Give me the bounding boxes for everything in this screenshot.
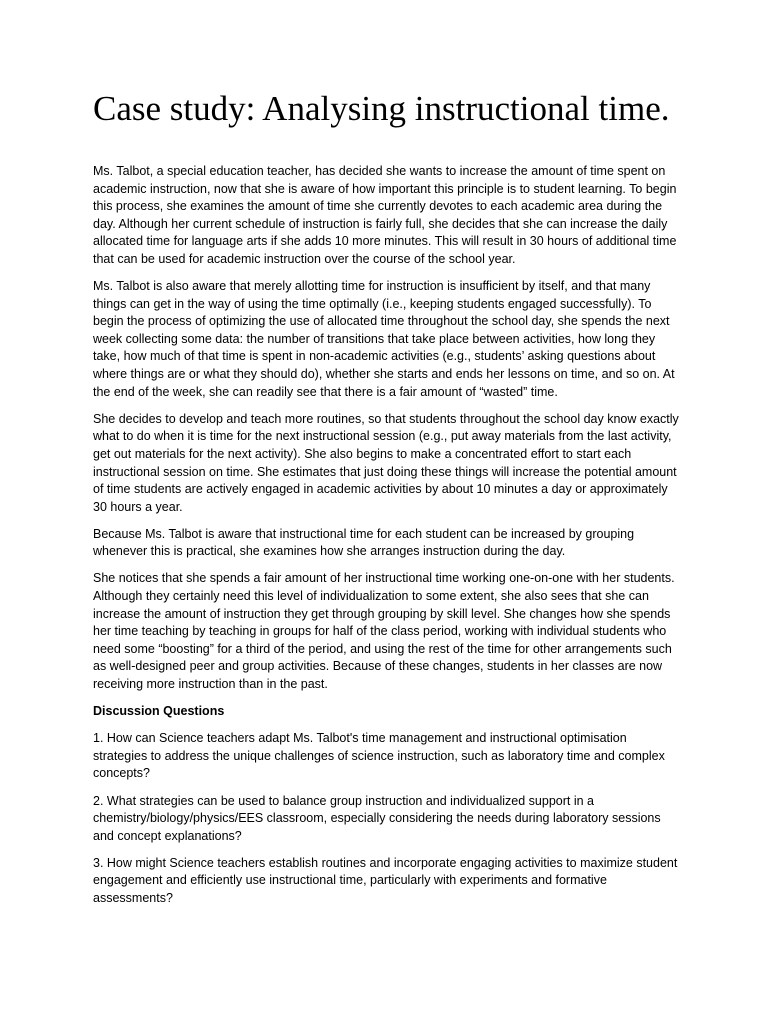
paragraph-intro: Ms. Talbot, a special education teacher, has decided she wants to increase the amount of time spent on academic instruction, now that she is aware of how important this principle is to student learning. To begin this process, she examines the amount of time she currently devotes to each academic area during the day. Although her current schedule of instruction is fairly full, she decides that she can increase the daily allocated time for language arts if she adds 10 more minutes. This will result in 30 hours of additional time that can be used for academic instruction over the course of the school year. xyxy=(93,164,677,266)
paragraph-routines: She decides to develop and teach more routines, so that students throughout the school day know exactly what to do when it is time for the next instructional session (e.g., put away materials from the last activity, get out materials for the next activity). She also begins to make a concentrated effort to start each instructional session on time. She estimates that just doing these things will increase the potential amount of time students are actively engaged in academic activities by about 10 minutes a day or approximately 30 hours a year. xyxy=(93,411,679,514)
paragraph-grouping: Because Ms. Talbot is aware that instructional time for each student can be increased by grouping whenever this is practical, she examines how she arranges instruction during the day. xyxy=(93,526,635,559)
discussion-question-3: 3. How might Science teachers establish routines and incorporate engaging activities to maximize student engagement and efficiently use instructional time, particularly with experiments and formative assessments? xyxy=(93,855,678,905)
discussion-question-1: 1. How can Science teachers adapt Ms. Talbot's time management and instructional optimisation strategies to address the unique challenges of science instruction, such as laboratory time and complex concepts? xyxy=(93,731,665,781)
document-title: Case study: Analysing instructional time. xyxy=(93,89,670,128)
discussion-questions-heading: Discussion Questions xyxy=(93,704,225,719)
discussion-question-2: 2. What strategies can be used to balance group instruction and individualized support in a chemistry/biology/physics/EES classroom, especially considering the needs during laboratory sessions and concept explanations? xyxy=(93,793,661,843)
paragraph-one-on-one: She notices that she spends a fair amount of her instructional time working one-on-one with her students. Although they certainly need this level of individualization to some extent, she also sees that she can increase the amount of instruction they get through grouping by skill level. She changes how she spends her time teaching by teaching in groups for half of the class period, working with individual students who need some “boosting” for a third of the period, and using the rest of the time for other arrangements such as well-designed peer and group activities. Because of these changes, students in her classes are now receiving more instruction than in the past. xyxy=(93,571,675,692)
paragraph-data-collection: Ms. Talbot is also aware that merely allotting time for instruction is insufficient by itself, and that many things can get in the way of using the time optimally (i.e., keeping students engaged successfully). To begin the process of optimizing the use of allocated time throughout the school day, she spends the next week collecting some data: the number of transitions that take place between activities, how long they take, how much of that time is spent in non-academic activities (e.g., students’ asking questions about where things are or what they should do), whether she starts and ends her lessons on time, and so on. At the end of the week, she can readily see that there is a fair amount of “wasted” time. xyxy=(93,279,675,399)
